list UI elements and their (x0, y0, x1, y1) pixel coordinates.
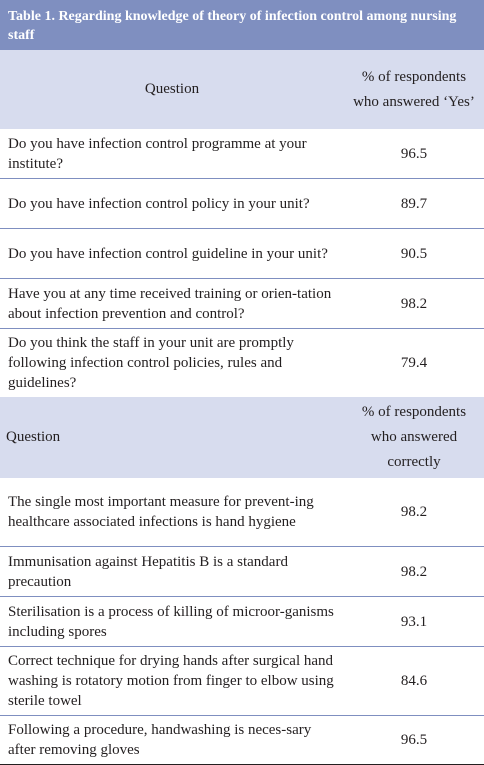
value-cell: 90.5 (344, 229, 484, 279)
knowledge-table (0, 50, 484, 764)
table-row (0, 597, 484, 647)
value-cell: 79.4 (344, 329, 484, 398)
question-cell: Immunisation against Hepatitis B is a standard precaution (0, 547, 344, 597)
section2-question-header: Question (0, 397, 344, 478)
section2-value-header: % of respondents who answered correctly (344, 397, 484, 478)
value-cell: 89.7 (344, 179, 484, 229)
table-row (0, 647, 484, 716)
table-row (0, 547, 484, 597)
table-row (0, 229, 484, 279)
question-cell: Do you think the staff in your unit are promptly following infection control policies, rules and guidelines? (0, 329, 344, 398)
value-cell: 98.2 (344, 547, 484, 597)
section1-header-row (0, 50, 484, 129)
question-cell: Have you at any time received training or orien-tation about infection prevention and control? (0, 279, 344, 329)
question-cell: Do you have infection control policy in your unit? (0, 179, 344, 229)
value-cell: 98.2 (400, 504, 428, 520)
question-cell: Sterilisation is a process of killing of microor-ganisms including spores (0, 597, 344, 647)
table-row (0, 129, 484, 179)
question-cell: The single most important measure for prevent-ing healthcare associated infections is hand hygiene (8, 494, 314, 530)
section1-question-header: Question (0, 50, 344, 129)
question-cell: Correct technique for drying hands after surgical hand washing is rotatory motion from finger to elbow using sterile towel (0, 647, 344, 716)
question-cell: Do you have infection control programme at your institute? (8, 135, 307, 172)
value-cell: 96.5 (400, 145, 428, 162)
value-cell: 98.2 (344, 279, 484, 329)
table-row (0, 716, 484, 765)
section2-header-row (0, 397, 484, 478)
table-row (0, 179, 484, 229)
section1-value-header: % of respondents who answered ‘Yes’ (344, 50, 484, 129)
table-row (0, 279, 484, 329)
question-cell: Do you have infection control guideline in your unit? (0, 229, 344, 279)
table-row (0, 329, 484, 398)
value-cell: 93.1 (344, 597, 484, 647)
value-cell: 84.6 (344, 647, 484, 716)
question-cell: Following a procedure, handwashing is neces-sary after removing gloves (0, 716, 344, 765)
table-row (0, 478, 484, 547)
table-title: Table 1. Regarding knowledge of theory of infection control among nursing staff (0, 0, 484, 50)
value-cell: 96.5 (344, 716, 484, 765)
